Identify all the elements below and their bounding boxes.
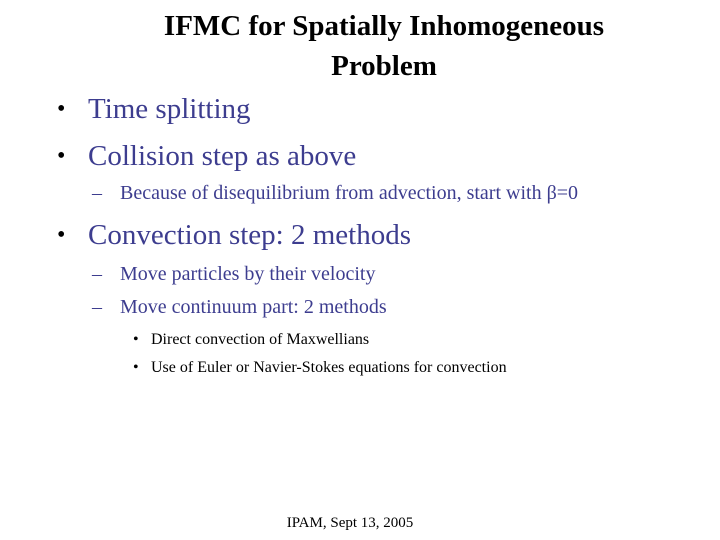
slide-footer: IPAM, Sept 13, 2005 xyxy=(286,515,414,531)
slide-title xyxy=(130,6,638,86)
subbullet-disequilibrium xyxy=(92,181,579,205)
subsubbullet-text: Use of Euler or Navier-Stokes equations for convection xyxy=(151,359,507,376)
dash-marker: – xyxy=(92,182,102,204)
bullet-collision-step xyxy=(57,139,357,173)
subbullet-text: Move continuum part: 2 methods xyxy=(120,296,387,318)
bullet-marker: • xyxy=(133,359,139,376)
bullet-marker: • xyxy=(133,331,139,348)
bullet-text: Collision step as above xyxy=(88,140,357,172)
subbullet-text: Move particles by their velocity xyxy=(120,263,376,285)
bullet-convection-step xyxy=(57,218,411,252)
bullet-time-splitting xyxy=(57,92,251,126)
subsubbullet-text: Direct convection of Maxwellians xyxy=(151,331,370,348)
bullet-marker: • xyxy=(57,143,66,169)
title-line-2: Problem xyxy=(331,50,437,82)
bullet-text: Time splitting xyxy=(88,93,251,125)
subbullet-move-continuum xyxy=(92,295,387,319)
dash-marker: – xyxy=(92,296,102,318)
subsubbullet-direct-convection xyxy=(133,330,370,350)
bullet-text: Convection step: 2 methods xyxy=(88,219,411,251)
bullet-marker: • xyxy=(57,222,66,248)
subsubbullet-euler-navier-stokes xyxy=(133,358,507,378)
subbullet-text: Because of disequilibrium from advection, start with β=0 xyxy=(120,182,579,204)
dash-marker: – xyxy=(92,263,102,285)
title-line-1: IFMC for Spatially Inhomogeneous xyxy=(163,10,605,42)
subbullet-move-particles xyxy=(92,262,376,286)
bullet-marker: • xyxy=(57,96,66,122)
